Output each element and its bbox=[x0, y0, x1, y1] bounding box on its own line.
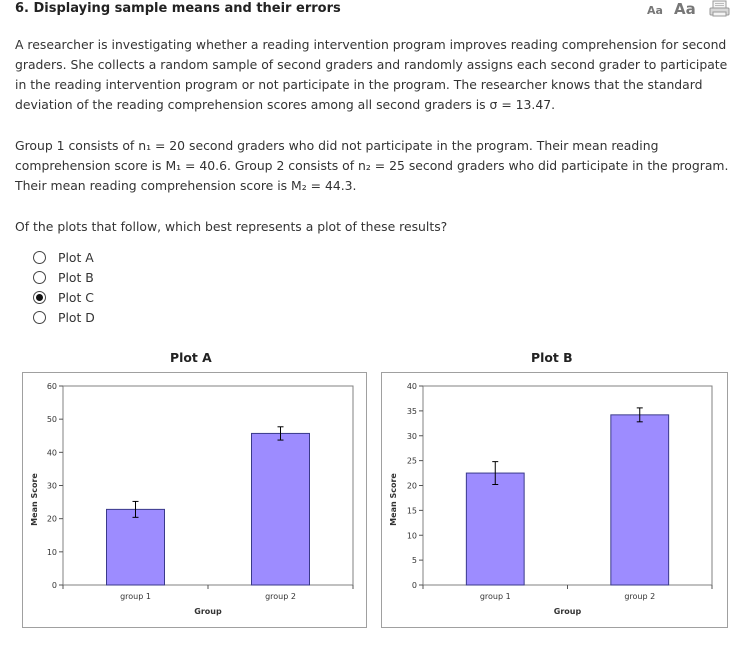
plot-a-title: Plot A bbox=[170, 350, 212, 365]
y-tick-label: 20 bbox=[46, 514, 57, 524]
option-label: Plot D bbox=[58, 309, 95, 325]
y-tick-label: 60 bbox=[46, 382, 57, 391]
radio-button[interactable] bbox=[33, 271, 46, 284]
y-tick-label: 40 bbox=[406, 382, 417, 391]
radio-button[interactable] bbox=[33, 311, 46, 324]
x-axis-label: Group bbox=[194, 607, 222, 616]
option-label: Plot A bbox=[58, 249, 94, 265]
y-tick-label: 10 bbox=[406, 531, 417, 541]
bar-group-2 bbox=[611, 415, 669, 585]
category-label: group 2 bbox=[624, 592, 656, 601]
option-label: Plot B bbox=[58, 269, 94, 285]
question-prompt: Of the plots that follow, which best represents a plot of these results? bbox=[15, 219, 448, 234]
radio-button[interactable] bbox=[33, 291, 46, 304]
y-tick-label: 0 bbox=[411, 581, 417, 590]
y-tick-label: 15 bbox=[406, 506, 417, 516]
plot-b-frame bbox=[381, 372, 728, 628]
radio-selected-dot bbox=[36, 294, 43, 301]
y-axis-label: Mean Score bbox=[389, 473, 398, 526]
plot-b-title: Plot B bbox=[531, 350, 573, 365]
y-tick-label: 20 bbox=[406, 481, 417, 491]
y-tick-label: 40 bbox=[46, 448, 57, 458]
y-tick-label: 0 bbox=[51, 581, 57, 590]
category-label: group 1 bbox=[120, 592, 151, 601]
option-plot-c[interactable] bbox=[33, 287, 95, 307]
y-tick-label: 35 bbox=[406, 406, 417, 416]
category-label: group 2 bbox=[265, 592, 296, 601]
y-tick-label: 30 bbox=[406, 431, 417, 441]
y-tick-label: 50 bbox=[46, 415, 57, 425]
question-paragraph-1: A researcher is investigating whether a reading intervention program improves reading comprehension for second graders. She collects a random sample of second graders and randomly assigns each second grader to participate in the reading intervention program or not participate in the program. The researcher knows that the standard deviation of the reading comprehension scores among all second graders is σ = 13.47. bbox=[15, 37, 728, 112]
plot-a-chart bbox=[23, 373, 366, 627]
y-tick-label: 25 bbox=[406, 456, 417, 466]
option-plot-d[interactable] bbox=[33, 307, 95, 327]
answer-options bbox=[33, 247, 95, 327]
increase-font-button[interactable]: Aa bbox=[674, 0, 696, 18]
option-plot-a[interactable] bbox=[33, 247, 95, 267]
bar-group-1 bbox=[107, 509, 165, 585]
x-axis-label: Group bbox=[553, 607, 582, 616]
y-axis-label: Mean Score bbox=[30, 473, 39, 526]
question-title: 6. Displaying sample means and their errors bbox=[15, 1, 341, 16]
plot-a-frame bbox=[22, 372, 367, 628]
printer-icon[interactable] bbox=[708, 0, 732, 22]
question-paragraph-2: Group 1 consists of n₁ = 20 second graders who did not participate in the program. Their mean reading comprehension score is M₁ = 40.6. Group 2 consists of n₂ = 25 second graders who did participate in the program. Their mean reading comprehension score is M₂ = 44.3. bbox=[15, 138, 729, 193]
bar-group-1 bbox=[466, 473, 524, 585]
decrease-font-button[interactable]: Aa bbox=[647, 4, 663, 17]
option-plot-b[interactable] bbox=[33, 267, 95, 287]
bar-group-2 bbox=[252, 433, 310, 585]
plot-b-chart bbox=[382, 373, 727, 627]
option-label: Plot C bbox=[58, 289, 94, 305]
category-label: group 1 bbox=[479, 592, 511, 601]
y-tick-label: 5 bbox=[411, 556, 417, 566]
radio-button[interactable] bbox=[33, 251, 46, 264]
y-tick-label: 10 bbox=[46, 547, 57, 557]
y-tick-label: 30 bbox=[46, 481, 57, 491]
